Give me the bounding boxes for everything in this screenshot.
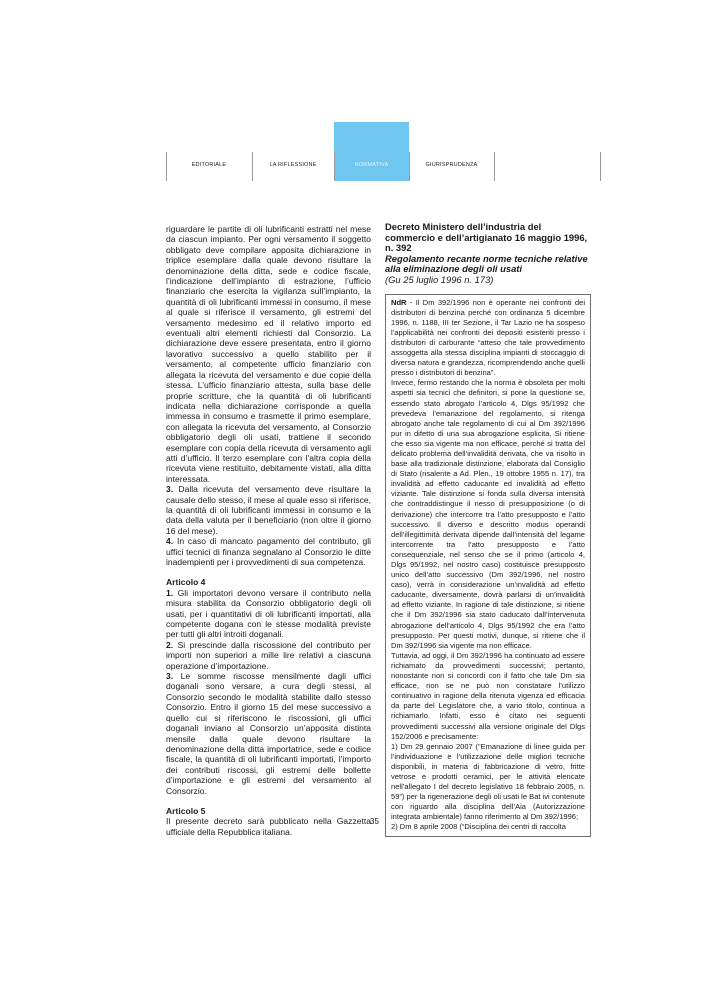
nav-item-normativa[interactable]: NORMATIVA <box>354 162 389 168</box>
nav-separator <box>600 152 601 181</box>
note-paragraph: 2) Dm 8 aprile 2008 (“Disciplina dei centri di raccolta <box>391 822 566 832</box>
note-label: NdR <box>391 297 407 307</box>
paragraph-text: Gli importatori devono versare il contributo nella misura stabilita da Consorzio obbligatorio degli oli usati, per i quantitativi di oli lubrificanti importati, alla competente dogana con le stesse modalità previste per tutti gli altri introiti doganali. <box>166 587 372 640</box>
decree-gazette-date: (Gu 25 luglio 1996 n. 173) <box>385 273 494 285</box>
nav-item-editoriale[interactable]: EDITORIALE <box>191 162 227 168</box>
note-text: - Il Dm 392/1996 non è operante nei confronti dei distributori di benzina perché con ordinanza 5 dicembre 1996, n. 1188, III ter Sezione, il Tar Lazio ne ha sospeso l’applicabilità nei confronti dei depositi esistenti presso i distributori di carburante “atteso che tale provvedimento assoggetta alla stessa disciplina impianti di stoccaggio di diversa natura e grandezza, ricomprendendo anche quelli presso i distributori di benzina”. <box>391 297 585 378</box>
nav-item-la-riflessione[interactable]: LA RIFLESSIONE <box>269 162 317 168</box>
paragraph: Il presente decreto sarà pubblicato nella Gazzetta ufficiale della Repubblica italiana. <box>166 816 371 837</box>
paragraph-text: Le somme riscosse mensilmente dagli uffici doganali sono versare, a cura degli stessi, al Consorzio secondo le modalità stabilite dallo stesso Consorzio. Entro il giorno 15 del mese successivo a quello cui si riferiscono le riscossioni, gli uffici doganali inviano al Consorzio un’apposita distinta mensile dalla quale devono risultare la denominazione della ditta importatrice, sede e codice fiscale, la quantità di oli lubrificanti importati, l’importo dei contributi riscossi, gli estremi delle bollette d’importazione e gli estremi del versamento al Consorzio. <box>166 671 371 796</box>
paragraph <box>166 588 371 640</box>
article-4-heading: Articolo 4 <box>166 577 206 588</box>
right-column <box>385 222 591 837</box>
note-paragraph: Invece, fermo restando che la norma è obsoleta per molti aspetti sia tecnici che definitori, si pone la questione se, essendo stato abrogato l’articolo 4, Dlgs 95/1992 che prevedeva l’emanazione del regolamento, si ritenga abrogato anche tale regolamento di cui al Dm 392/1996 pur in difetto di una sua abrogazione esplicita. Si ritiene che esso sia vigente ma non efficace, perché si tratta del delicato problema dell’invalidità derivata, che va risolto in base alla tradizionale distinzione, elaborata dal Consiglio di Stato (risalente a Ad. Plen., 19 ottobre 1955 n. 17), tra invalidità ad effetto caducante ed invalidità ad effetto viziante. Tale distinzione si fonda sulla diversa intensità che contraddistingue il nesso di presupposizione (o di derivazione) che intercorre tra l’atto presupposto e l’atto successivo. Il diverso e descritto modus operandi dell’illegittimità derivata dipende dall’intensità del legame intercorrente tra l’atto presupposto e l’atto consequenziale, nel senso che se il primo (articolo 4, Dlgs 95/1992, nel nostro caso) costituisce presupposto unico dell’atto successivo (Dm 392/1996, nel nostro caso), verrà in considerazione un’invalidità ad effetto caducante, diversamente, dovrà parlarsi di un’invalidità ad effetto viziante. In ragione di tale distinzione, si ritiene che il Dm 392/1996 sia stato caducato dall’intervenuta abrogazione dell’articolo 4, Dlgs 95/1992 che era l’atto presupposto. Per questi motivi, dunque, si ritiene che il Dm 392/1996 sia vigente ma non efficace. <box>391 378 585 650</box>
nav-separator <box>494 152 495 181</box>
left-column <box>166 224 371 837</box>
nav-active-highlight <box>334 122 409 181</box>
note-paragraph: 1) Dm 29 gennaio 2007 (“Emanazione di linee guida per l’individuazione e l’utilizzazione delle migliori tecniche disponibili, in materia di fabbricazione di vetro, fritte vetrose e prodotti ceramici, per le attività elencate nell’allegato I del decreto legislativo 18 febbraio 2005, n. 59”) per la rigenerazione degli oli usati le Bat ivi contenute con riguardo alla disciplina dell’Aia (Autorizzazione integrata ambientale) fanno riferimento al Dm 392/1996; <box>391 741 585 822</box>
paragraph: riguardare le partite di oli lubrificanti estratti nel mese da ciascun impianto. Per ogni versamento il soggetto obbligato deve compilare apposita dichiarazione in triplice esemplare dalla quale devono risultare la denominazione della ditta, sede e codice fiscale, l’indicazione dell’impianto di estrazione, l’ufficio finanziario che esercita la vigilanza sull’impianto, la quantità di oli lubrificanti immessi in consumo, il mese al quale si riferisce il versamento, gli estremi del versamento medesimo ed il relativo importo ed eventuali altri elementi richiesti dal Consorzio. La dichiarazione deve essere presentata, entro il giorno lavorativo successivo a quello stabilito per il versamento, al competente ufficio finanziario con allegata la ricevuta del versamento e due copie della stessa. L’ufficio finanziario attesta, sulla base delle proprie scritture, che la quantità di oli lubrificanti indicata nella dichiarazione corrisponde a quella immessa in consumo e trasmette il primo esemplare, con allegata la ricevuta del versamento, al Consorzio obbligatorio degli oli usati, trattiene il secondo esemplare con copia della ricevuta di versamento agli atti d’ufficio. Il terzo esemplare con l’altra copia della ricevuta viene restituito, debitamente vistati, alla ditta interessata. <box>166 224 371 484</box>
page-number: 35 <box>370 817 379 826</box>
section-nav <box>166 122 601 181</box>
paragraph <box>166 640 371 671</box>
paragraph-text: In caso di mancato pagamento del contributo, gli uffici tecnici di finanza segnalano al Consorzio le ditte inadempienti per i provvedimenti di sua competenza. <box>166 536 371 567</box>
article-5-heading: Articolo 5 <box>166 805 206 816</box>
nav-item-giurisprudenza[interactable]: GIURISPRUDENZA <box>425 162 478 168</box>
paragraph-text: Si prescinde dalla riscossione del contributo per importi non superiori a mille lire relativi a ciascuna operazione d’importazione. <box>166 639 372 671</box>
paragraph-text: Dalla ricevuta del versamento deve risultare la causale dello stesso, il mese al quale esso si riferisce, la quantità di oli lubrificanti immessi in consumo e la data della valuta per il beneficiario (non oltre il giorno 16 del mese). <box>166 484 372 536</box>
decree-subtitle: Regolamento recante norme tecniche relative alla eliminazione degli oli usati <box>385 252 588 275</box>
paragraph <box>166 671 371 796</box>
item-number: 1. <box>166 587 174 598</box>
note-paragraph: Tuttavia, ad oggi, il Dm 392/1996 ha continuato ad essere richiamato da provvedimenti successivi; pertanto, nonostante non si concordi con il fatto che tale Dm sia efficace, non se ne può non constatare l’utilizzo continuativo in ragione della ritenuta vigenza ed efficacia da parte del Legislatore che, a vario titolo, continua a richiamarlo. Infatti, esso è citato nei seguenti provvedimenti successivi alla versione originale del Dlgs 152/2006 e precisamente: <box>391 650 585 741</box>
item-number: 3. <box>166 671 174 682</box>
paragraph <box>166 536 371 567</box>
item-number: 4. <box>166 536 174 547</box>
item-number: 3. <box>166 484 174 495</box>
note-paragraph <box>391 298 585 379</box>
decree-title: Decreto Ministero dell’industria del commercio e dell’artigianato 16 maggio 1996, n. 392 <box>385 221 588 254</box>
editorial-note-box <box>385 294 591 837</box>
item-number: 2. <box>166 639 174 650</box>
paragraph <box>166 484 371 536</box>
